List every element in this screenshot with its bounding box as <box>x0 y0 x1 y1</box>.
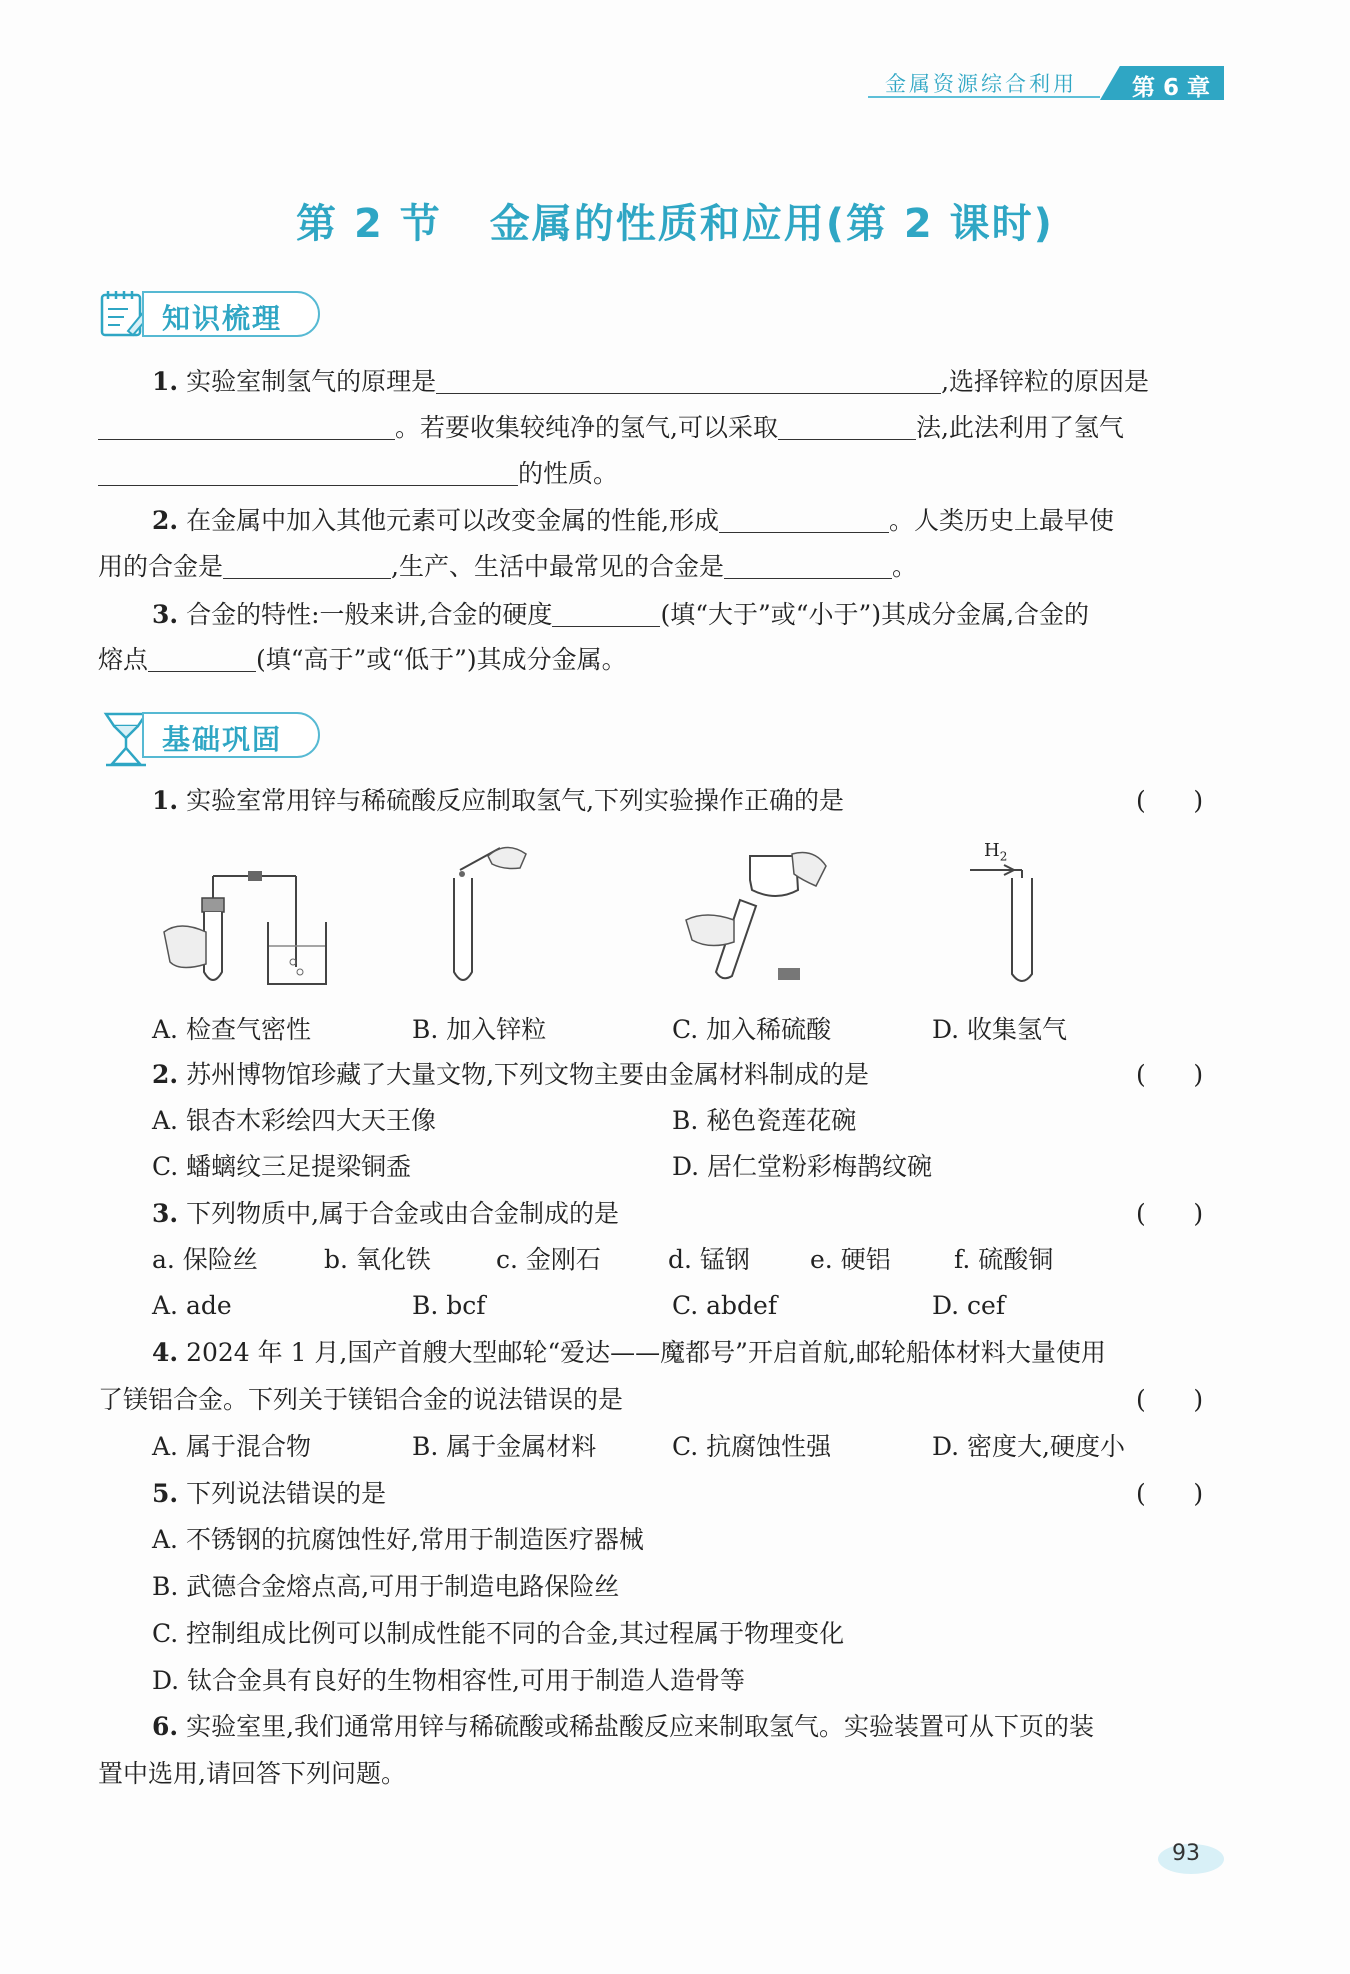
header-rule <box>868 96 1100 98</box>
fill-blank[interactable] <box>724 556 892 579</box>
chapter-tab <box>1100 66 1224 100</box>
collect-hydrogen-figure <box>968 840 1068 990</box>
fill-blank[interactable] <box>552 604 660 627</box>
knowledge-heading: 知识梳理 <box>162 302 283 335</box>
page-number: 93 <box>1158 1838 1224 1874</box>
q4-option-b[interactable]: B. 属于金属材料 <box>412 1432 597 1461</box>
basics-q2-stem: 2. 苏州博物馆珍藏了大量文物,下列文物主要由金属材料制成的是 <box>152 1060 870 1089</box>
q4-option-d[interactable]: D. 密度大,硬度小 <box>932 1432 1125 1461</box>
q1-option-a[interactable]: A. 检查气密性 <box>152 1015 311 1044</box>
basics-q6-stem-line1: 6. 实验室里,我们通常用锌与稀硫酸或稀盐酸反应来制取氢气。实验装置可从下页的装 <box>152 1712 1095 1741</box>
basics-q1-stem: 1. 实验室常用锌与稀硫酸反应制取氢气,下列实验操作正确的是 <box>152 786 845 815</box>
q1-option-d[interactable]: D. 收集氢气 <box>932 1015 1068 1044</box>
page-title <box>0 192 1350 249</box>
q5-option-b[interactable]: B. 武德合金熔点高,可用于制造电路保险丝 <box>152 1572 620 1601</box>
fill-blank[interactable] <box>719 510 889 533</box>
knowledge-q1-line2: 。若要收集较纯净的氢气,可以采取 法,此法利用了氢气 <box>98 413 1124 443</box>
q3-option-d[interactable]: D. cef <box>932 1291 1006 1320</box>
q3-option-c[interactable]: C. abdef <box>672 1291 778 1320</box>
knowledge-q2-line2: 用的合金是 ,生产、生活中最常见的合金是 。 <box>98 552 917 581</box>
q4-option-c[interactable]: C. 抗腐蚀性强 <box>672 1432 832 1461</box>
knowledge-q2-line1: 2. 在金属中加入其他元素可以改变金属的性能,形成 。人类历史上最早使 <box>152 506 1115 535</box>
q3-option-a[interactable]: A. ade <box>152 1291 232 1320</box>
section-name: 金属的性质和应用(第 2 课时) <box>489 201 1054 247</box>
add-dilute-acid-figure <box>680 850 840 990</box>
answer-bracket[interactable]: ( ) <box>1136 1385 1204 1414</box>
q3-item-b: b. 氧化铁 <box>324 1245 431 1274</box>
answer-bracket[interactable]: ( ) <box>1136 1199 1204 1228</box>
basics-q6-stem-line2: 置中选用,请回答下列问题。 <box>98 1759 406 1788</box>
answer-bracket[interactable]: ( ) <box>1136 1060 1204 1089</box>
q5-option-c[interactable]: C. 控制组成比例可以制成性能不同的合金,其过程属于物理变化 <box>152 1619 845 1648</box>
knowledge-q3-line1: 3. 合金的特性:一般来讲,合金的硬度 (填“大于”或“小于”)其成分金属,合金的 <box>152 600 1090 629</box>
basics-q4-stem-line1: 4. 2024 年 1 月,国产首艘大型邮轮“爱达——魔都号”开启首航,邮轮船体材料大量使用 <box>152 1338 1106 1367</box>
answer-bracket[interactable]: ( ) <box>1136 1479 1204 1508</box>
basics-q3-stem: 3. 下列物质中,属于合金或由合金制成的是 <box>152 1199 620 1228</box>
knowledge-q3-line2: 熔点 (填“高于”或“低于”)其成分金属。 <box>98 645 627 674</box>
basics-q4-stem-line2: 了镁铝合金。下列关于镁铝合金的说法错误的是 <box>98 1385 624 1414</box>
q4-option-a[interactable]: A. 属于混合物 <box>152 1432 311 1461</box>
q3-item-d: d. 锰钢 <box>668 1245 750 1274</box>
q5-option-d[interactable]: D. 钛合金具有良好的生物相容性,可用于制造人造骨等 <box>152 1666 745 1695</box>
q2-option-b[interactable]: B. 秘色瓷莲花碗 <box>672 1106 857 1135</box>
basics-heading-badge <box>98 708 320 760</box>
section-number: 第 2 节 <box>296 201 442 247</box>
q2-option-c[interactable]: C. 蟠螭纹三足提梁铜盉 <box>152 1152 412 1181</box>
q1-option-b[interactable]: B. 加入锌粒 <box>412 1015 547 1044</box>
q3-item-e: e. 硬铝 <box>810 1245 891 1274</box>
add-zinc-figure <box>440 840 540 990</box>
fill-blank[interactable] <box>436 371 941 394</box>
fill-blank[interactable] <box>148 649 256 672</box>
fill-blank[interactable] <box>98 463 518 486</box>
knowledge-heading-badge <box>98 287 320 339</box>
q2-option-a[interactable]: A. 银杏木彩绘四大天王像 <box>152 1106 436 1135</box>
q3-item-f: f. 硫酸铜 <box>954 1245 1054 1274</box>
airtightness-check-figure <box>150 862 330 992</box>
q1-option-c[interactable]: C. 加入稀硫酸 <box>672 1015 832 1044</box>
answer-bracket[interactable]: ( ) <box>1136 786 1204 815</box>
q2-option-d[interactable]: D. 居仁堂粉彩梅鹊纹碗 <box>672 1152 933 1181</box>
knowledge-q1-line3: 的性质。 <box>98 459 618 489</box>
q3-item-a: a. 保险丝 <box>152 1245 258 1274</box>
knowledge-q1-line1: 1. 实验室制氢气的原理是 ,选择锌粒的原因是 <box>152 367 1150 396</box>
q3-item-c: c. 金刚石 <box>496 1245 601 1274</box>
fill-blank[interactable] <box>98 417 395 440</box>
q5-option-a[interactable]: A. 不锈钢的抗腐蚀性好,常用于制造医疗器械 <box>152 1525 644 1554</box>
h2-label: $H_2$ <box>984 840 1008 864</box>
chapter-label: 第 6 章 <box>1132 75 1211 101</box>
fill-blank[interactable] <box>778 417 916 440</box>
basics-heading: 基础巩固 <box>162 723 283 756</box>
q3-option-b[interactable]: B. bcf <box>412 1291 486 1320</box>
fill-blank[interactable] <box>223 556 391 579</box>
basics-q5-stem: 5. 下列说法错误的是 <box>152 1479 387 1508</box>
chapter-topic: 金属资源综合利用 <box>885 72 1077 96</box>
